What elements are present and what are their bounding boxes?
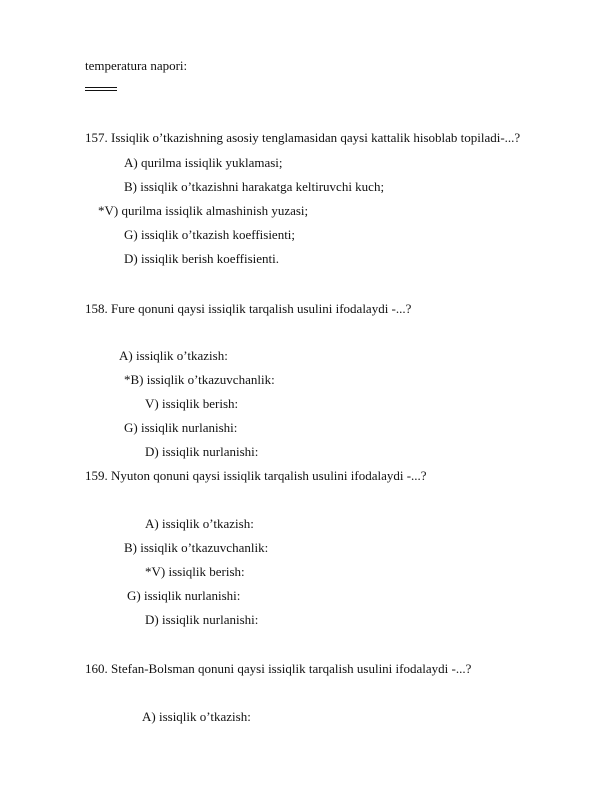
option-a: A) issiqlik o’tkazish: [145,516,254,531]
option-d: D) issiqlik berish koeffisienti. [124,251,280,266]
option-v-correct: *V) issiqlik berish: [145,564,245,579]
option-d: D) issiqlik nurlanishi: [145,612,259,627]
option-a: A) issiqlik o’tkazish: [142,709,251,724]
question-157: 157. Issiqlik o’tkazishning asosiy tenglamasidan qaysi kattalik hisoblab topiladi-...? [85,130,521,145]
option-d: D) issiqlik nurlanishi: [145,444,259,459]
option-g: G) issiqlik nurlanishi: [127,588,241,603]
option-g: G) issiqlik nurlanishi: [124,420,238,435]
option-g: G) issiqlik o’tkazish koeffisienti; [124,227,296,242]
option-a: A) issiqlik o’tkazish: [119,348,228,363]
question-160: 160. Stefan-Bolsman qonuni qaysi issiqlik tarqalish usulini ifodalaydi -...? [85,661,472,676]
option-v-correct: *V) qurilma issiqlik almashinish yuzasi; [98,203,309,218]
option-b-correct: *B) issiqlik o’tkazuvchanlik: [124,372,275,387]
intro-text: temperatura napori: [85,58,188,73]
option-a: A) qurilma issiqlik yuklamasi; [124,155,283,170]
double-rule [85,87,117,91]
option-b: B) issiqlik o’tkazishni harakatga keltiruvchi kuch; [124,179,385,194]
option-b: B) issiqlik o’tkazuvchanlik: [124,540,269,555]
question-158: 158. Fure qonuni qaysi issiqlik tarqalish usulini ifodalaydi -...? [85,301,412,316]
question-159: 159. Nyuton qonuni qaysi issiqlik tarqalish usulini ifodalaydi -...? [85,468,427,483]
option-v: V) issiqlik berish: [145,396,239,411]
